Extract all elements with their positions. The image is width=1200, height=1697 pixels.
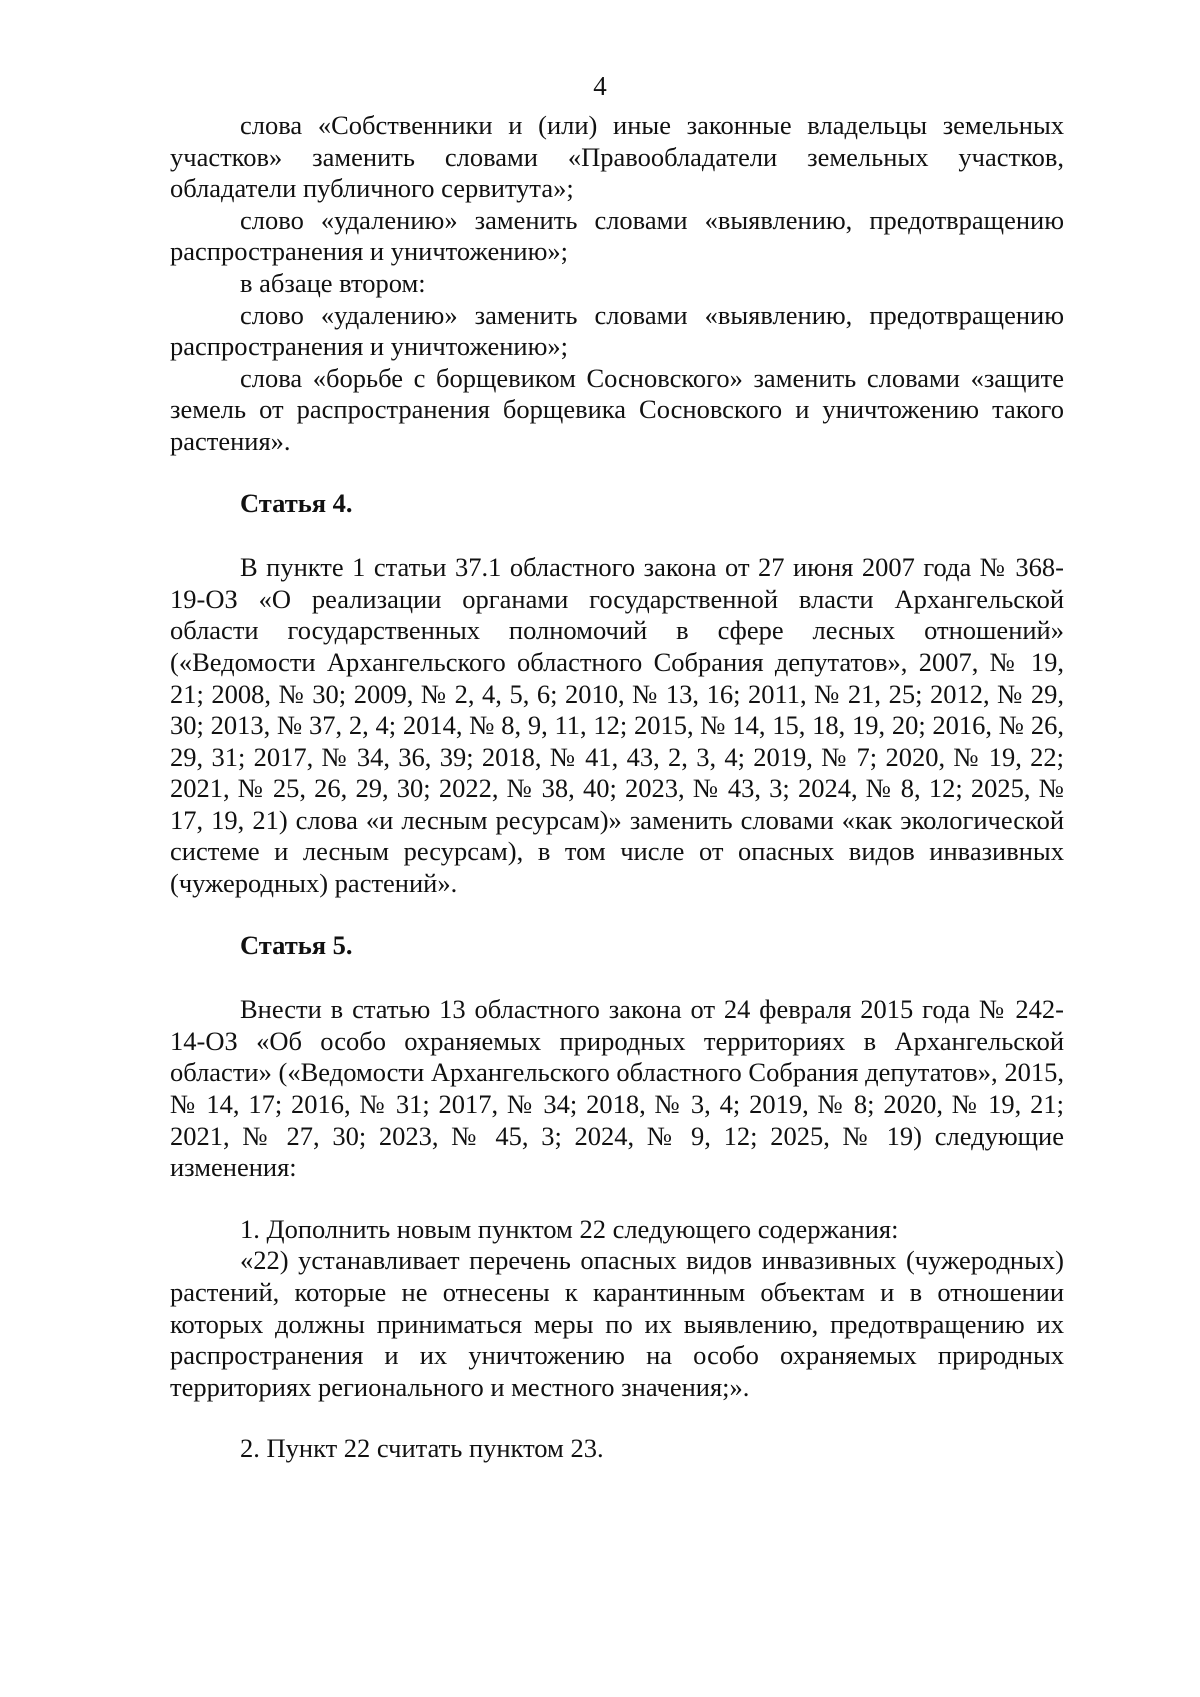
page-number: 4 xyxy=(593,71,607,101)
article-5-item-2: 2. Пункт 22 считать пунктом 23. xyxy=(240,1433,604,1464)
document-body xyxy=(170,110,1064,1465)
article-5-heading: Статья 5. xyxy=(240,929,353,960)
paragraph: в абзаце втором: xyxy=(240,267,426,298)
paragraph: слова «Собственники и (или) иные законные владельцы земельных участков» заменить словами «Правообладатели земельных участков, обладатели публичного сервитута»; xyxy=(170,110,1064,204)
article-4-text: В пункте 1 статьи 37.1 областного закона от 27 июня 2007 года № 368-19-ОЗ «О реализации органами государственной власти Архангельской области государственных полномочий в сфере лесных отношений» («Ведомости Архангельского областного Собрания депутатов», 2007, № 19, 21; 2008, № 30; 2009, № 2, 4, 5, 6; 2010, № 13, 16; 2011, № 21, 25; 2012, № 29, 30; 2013, № 37, 2, 4; 2014, № 8, 9, 11, 12; 2015, № 14, 15, 18, 19, 20; 2016, № 26, 29, 31; 2017, № 34, 36, 39; 2018, № 41, 43, 2, 3, 4; 2019, № 7; 2020, № 19, 22; 2021, № 25, 26, 29, 30; 2022, № 38, 40; 2023, № 43, 3; 2024, № 8, 12; 2025, № 17, 19, 21) слова «и лесным ресурсам)» заменить словами «как экологической системе и лесным ресурсам), в том числе от опасных видов инвазивных (чужеродных) растений». xyxy=(170,552,1064,899)
paragraph: слово «удалению» заменить словами «выявлению, предотвращению распространения и уничтожению»; xyxy=(170,299,1064,362)
article-5-intro: Внести в статью 13 областного закона от 24 февраля 2015 года № 242-14-ОЗ «Об особо охраняемых природных территориях в Архангельской области» («Ведомости Архангельского областного Собрания депутатов», 2015, № 14, 17; 2016, № 31; 2017, № 34; 2018, № 3, 4; 2019, № 8; 2020, № 19, 21; 2021, № 27, 30; 2023, № 45, 3; 2024, № 9, 12; 2025, № 19) следующие изменения: xyxy=(170,994,1064,1183)
article-5-item-1: 1. Дополнить новым пунктом 22 следующего содержания: xyxy=(240,1213,899,1244)
article-5-item-1-text: «22) устанавливает перечень опасных видов инвазивных (чужеродных) растений, которые не отнесены к карантинным объектам и в отношении которых должны приниматься меры по их выявлению, предотвращению их распространения и их уничтожению на особо охраняемых природных территориях регионального и местного значения;». xyxy=(170,1245,1064,1402)
article-4-heading: Статья 4. xyxy=(240,487,353,518)
paragraph: слова «борьбе с борщевиком Сосновского» заменить словами «защите земель от распространения борщевика Сосновского и уничтожению такого растения». xyxy=(170,362,1064,456)
paragraph: слово «удалению» заменить словами «выявлению, предотвращению распространения и уничтожению»; xyxy=(170,204,1064,267)
